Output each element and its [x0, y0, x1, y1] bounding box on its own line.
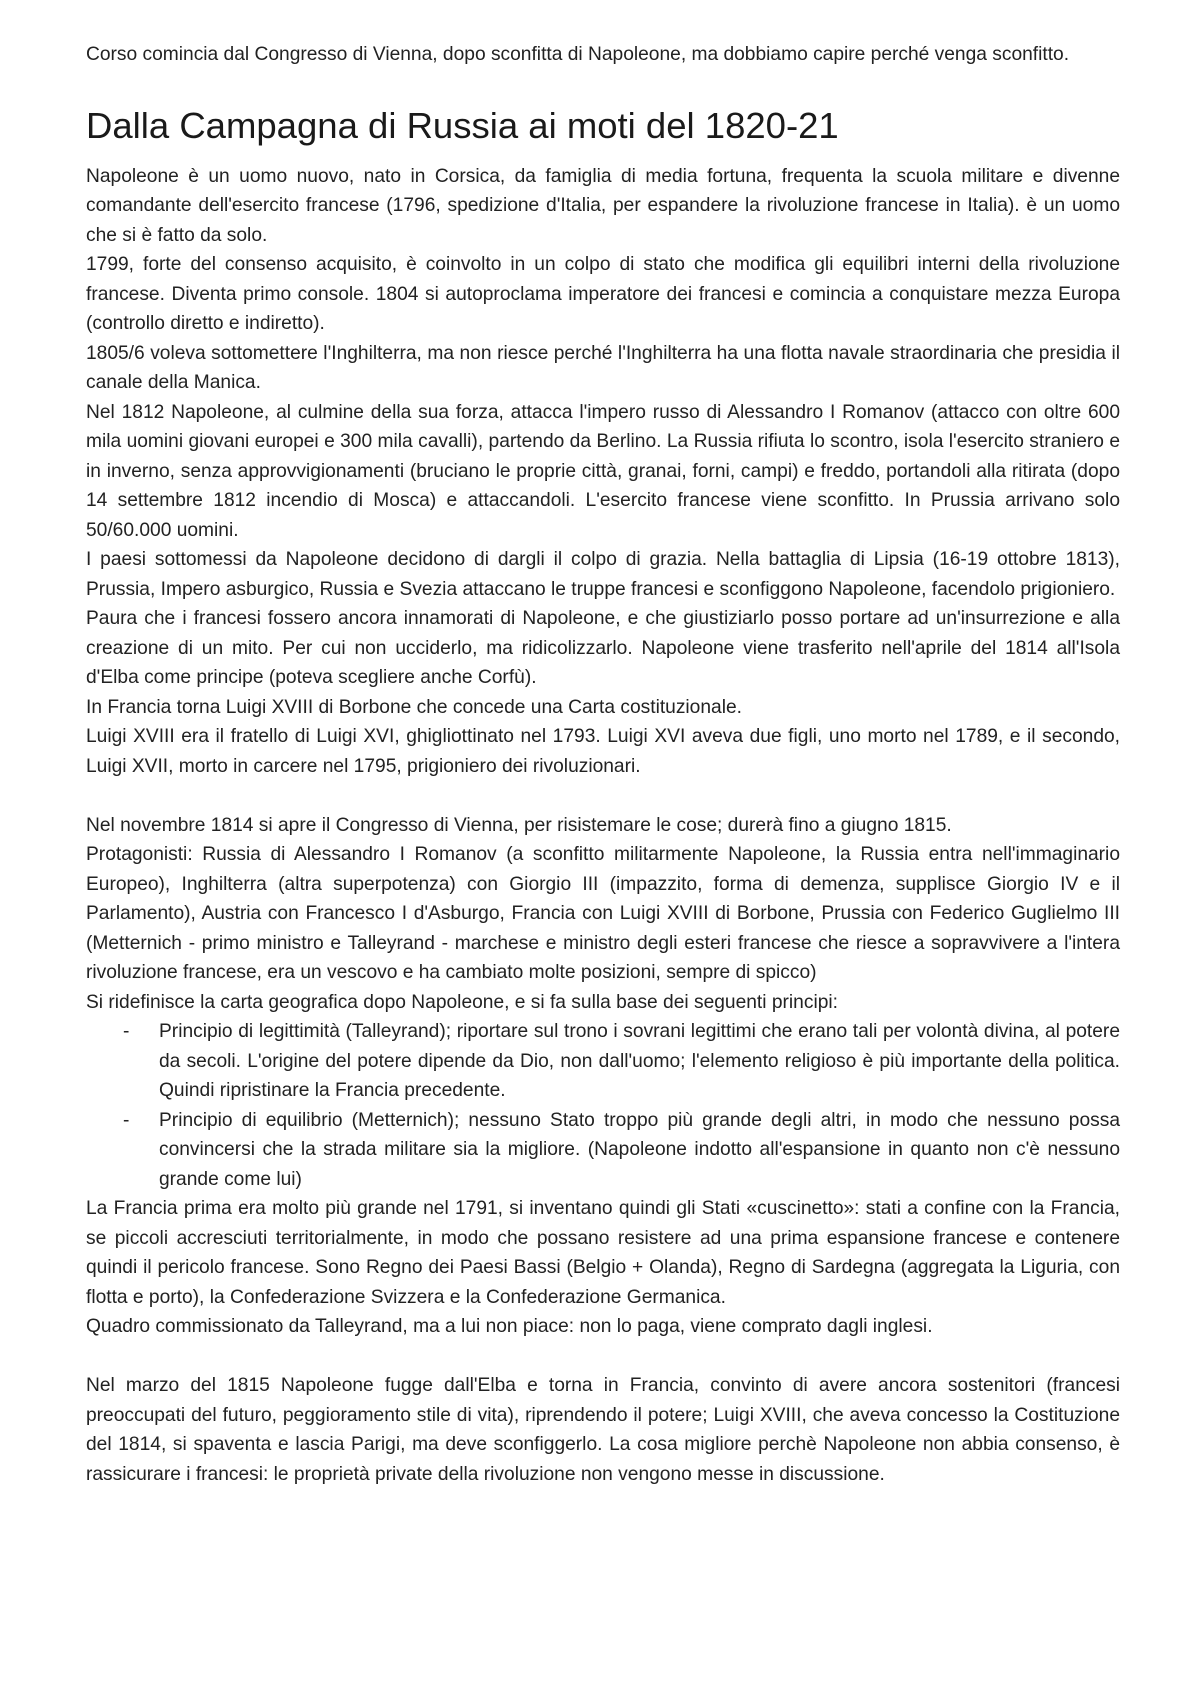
paragraph-1812: Nel 1812 Napoleone, al culmine della sua forza, attacca l'impero russo di Alessandro I Romanov (attacco con oltre 600 mila uomini giovani europei e 300 mila cavalli), partendo da Berlino. La Russia rifiuta lo scontro, isola l'esercito straniero e in inverno, senza approvvigionamenti (bruciano le proprie città, granai, forni, campi) e freddo, portandoli alla ritirata (dopo 14 settembre 1812 incendio di Mosca) e attaccandoli. L'esercito francese viene sconfitto. In Prussia arrivano solo 50/60.000 uomini. [86, 401, 1120, 541]
paragraph-1799: 1799, forte del consenso acquisito, è coinvolto in un colpo di stato che modifica gli equilibri interni della rivoluzione francese. Diventa primo console. 1804 si autoproclama imperatore dei francesi e comincia a conquistare mezza Europa (controllo diretto e indiretto). [86, 254, 1120, 334]
blank-line [86, 781, 1120, 811]
list-item-legittimita [86, 1017, 1120, 1106]
paragraph-protagonisti: Protagonisti: Russia di Alessandro I Romanov (a sconfitto militarmente Napoleone, la Russia entra nell'immaginario Europeo), Inghilterra (altra superpotenza) con Giorgio III (impazzito, forma di demenza, supplisce Giorgio IV e il Parlamento), Austria con Francesco I d'Asburgo, Francia con Luigi XVIII di Borbone, Prussia con Federico Guglielmo III (Metternich - primo ministro e Talleyrand - marchese e ministro degli esteri francese che riesce a sopravvivere a l'intera rivoluzione francese, era un vescovo e ha cambiato molte posizioni, sempre di spicco) [86, 844, 1120, 983]
paragraph-1805: 1805/6 voleva sottomettere l'Inghilterra, ma non riesce perché l'Inghilterra ha una flotta navale straordinaria che presidia il canale della Manica. [86, 342, 1120, 393]
paragraph-congresso: Nel novembre 1814 si apre il Congresso di Vienna, per risistemare le cose; durerà fino a giugno 1815. [86, 814, 952, 836]
list-item-text: Principio di equilibrio (Metternich); nessuno Stato troppo più grande degli altri, in modo che nessuno possa convincersi che la strada militare sia la migliore. (Napoleone indotto all'espansione in quanto non c'è nessuno grande come lui) [159, 1109, 1120, 1190]
section-heading: Dalla Campagna di Russia ai moti del 1820-21 [86, 104, 839, 146]
paragraph-lipsia: I paesi sottomessi da Napoleone decidono di dargli il colpo di grazia. Nella battaglia di Lipsia (16-19 ottobre 1813), Prussia, Impero asburgico, Russia e Svezia attaccano le truppe francesi e sconfiggono Napoleone, facendolo prigioniero. [86, 549, 1120, 600]
paragraph-elba: Paura che i francesi fossero ancora innamorati di Napoleone, e che giustiziarlo posso portare ad un'insurrezione e alla creazione di un mito. Per cui non ucciderlo, ma ridicolizzarlo. Napoleone viene trasferito nell'aprile del 1814 all'Isola d'Elba come principe (poteva scegliere anche Corfù). [86, 608, 1120, 688]
list-item-text: Principio di legittimità (Talleyrand); riportare sul trono i sovrani legittimi che erano tali per volontà divina, al potere da secoli. L'origine del potere dipende da Dio, non dall'uomo; l'elemento religioso è più importante della politica. Quindi ripristinare la Francia precedente. [159, 1021, 1120, 1101]
blank-line [86, 1342, 1120, 1372]
paragraph-napoleone-origini: Napoleone è un uomo nuovo, nato in Corsica, da famiglia di media fortuna, frequenta la scuola militare e divenne comandante dell'esercito francese (1796, spedizione d'Italia, per espandere la rivoluzione francese in Italia). è un uomo che si è fatto da solo. [86, 165, 1120, 246]
principles-list [86, 1017, 1120, 1194]
paragraph-principi-intro: Si ridefinisce la carta geografica dopo Napoleone, e si fa sulla base dei seguenti principi: [86, 991, 838, 1013]
document-page [86, 40, 1120, 1489]
paragraph-stati-cuscinetto: La Francia prima era molto più grande nel 1791, si inventano quindi gli Stati «cuscinetto»: stati a confine con la Francia, se piccoli accresciuti territorialmente, in modo che possano resistere ad una prima espansione francese e contenere quindi il pericolo francese. Sono Regno dei Paesi Bassi (Belgio + Olanda), Regno di Sardegna (aggregata la Liguria, con flotta e porto), la Confederazione Svizzera e la Confederazione Germanica. [86, 1198, 1120, 1308]
list-item-equilibrio [86, 1106, 1120, 1195]
paragraph-luigi-xviii: In Francia torna Luigi XVIII di Borbone che concede una Carta costituzionale. [86, 696, 742, 718]
bullet-dash: - [123, 1109, 130, 1131]
paragraph-marzo-1815: Nel marzo del 1815 Napoleone fugge dall'Elba e torna in Francia, convinto di avere ancora sostenitori (francesi preoccupati del futuro, peggioramento stile di vita), riprendendo il potere; Luigi XVIII, che aveva concesso la Costituzione del 1814, si spaventa e lascia Parigi, ma deve sconfiggerlo. La cosa migliore perchè Napoleone non abbia consenso, è rassicurare i francesi: le proprietà private della rivoluzione non vengono messe in discussione. [86, 1375, 1120, 1485]
bullet-dash: - [123, 1021, 130, 1042]
intro-paragraph: Corso comincia dal Congresso di Vienna, dopo sconfitta di Napoleone, ma dobbiamo capire perché venga sconfitto. [86, 44, 1070, 65]
paragraph-luigi-xvi: Luigi XVIII era il fratello di Luigi XVI, ghigliottinato nel 1793. Luigi XVI aveva due figli, uno morto nel 1789, e il secondo, Luigi XVII, morto in carcere nel 1795, prigioniero dei rivoluzionari. [86, 726, 1120, 777]
paragraph-quadro: Quadro commissionato da Talleyrand, ma a lui non piace: non lo paga, viene comprato dagli inglesi. [86, 1316, 933, 1337]
